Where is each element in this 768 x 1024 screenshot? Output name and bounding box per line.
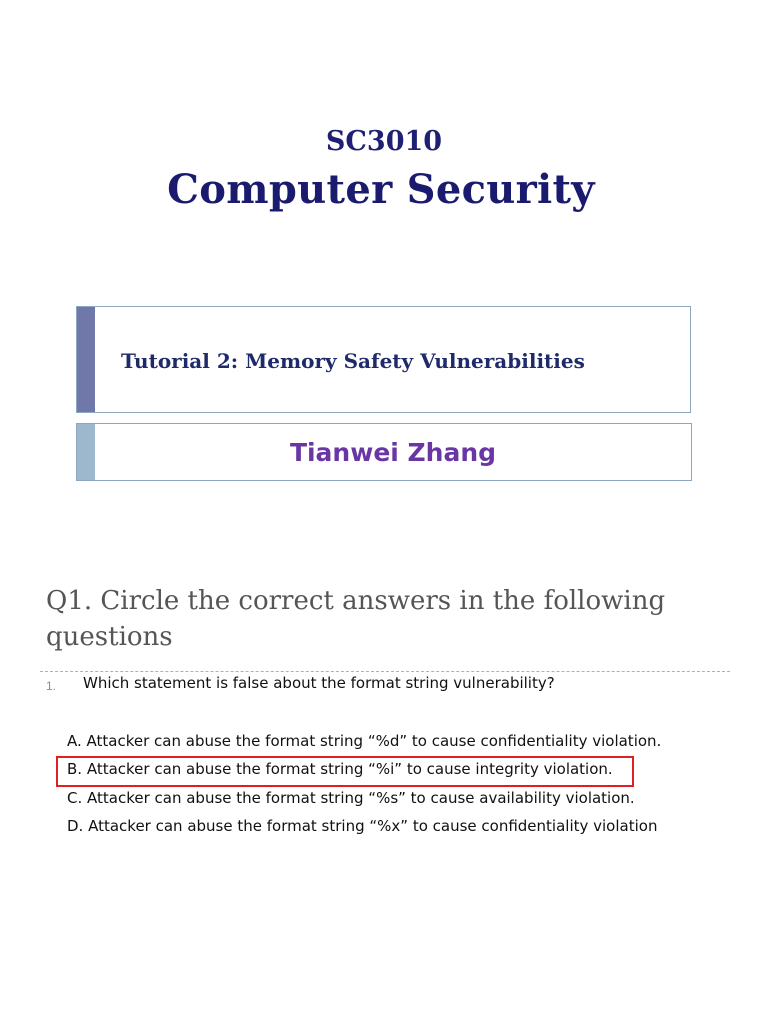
tutorial-accent-bar [77,307,95,412]
author-accent-bar [77,424,95,480]
author-name: Tianwei Zhang [289,438,497,467]
option-a: A. Attacker can abuse the format string “%d” to cause confidentiality violation. [67,732,662,750]
author-box [76,423,692,481]
option-d: D. Attacker can abuse the format string “%x” to cause confidentiality violation [67,817,658,835]
option-c: C. Attacker can abuse the format string “%s” to cause availability violation. [67,789,635,807]
question-number: 1. [46,679,57,693]
question-heading: Q1. Circle the correct answers in the following questions [46,586,666,652]
course-title: Computer Security [167,166,595,213]
course-code: SC3010 [325,126,443,157]
divider [40,671,730,672]
tutorial-title: Tutorial 2: Memory Safety Vulnerabilities [121,349,585,373]
tutorial-box [76,306,691,413]
question-statement: Which statement is false about the format string vulnerability? [83,674,555,692]
option-b: B. Attacker can abuse the format string “%i” to cause integrity violation. [67,760,613,778]
answer-highlight-box [56,756,634,787]
